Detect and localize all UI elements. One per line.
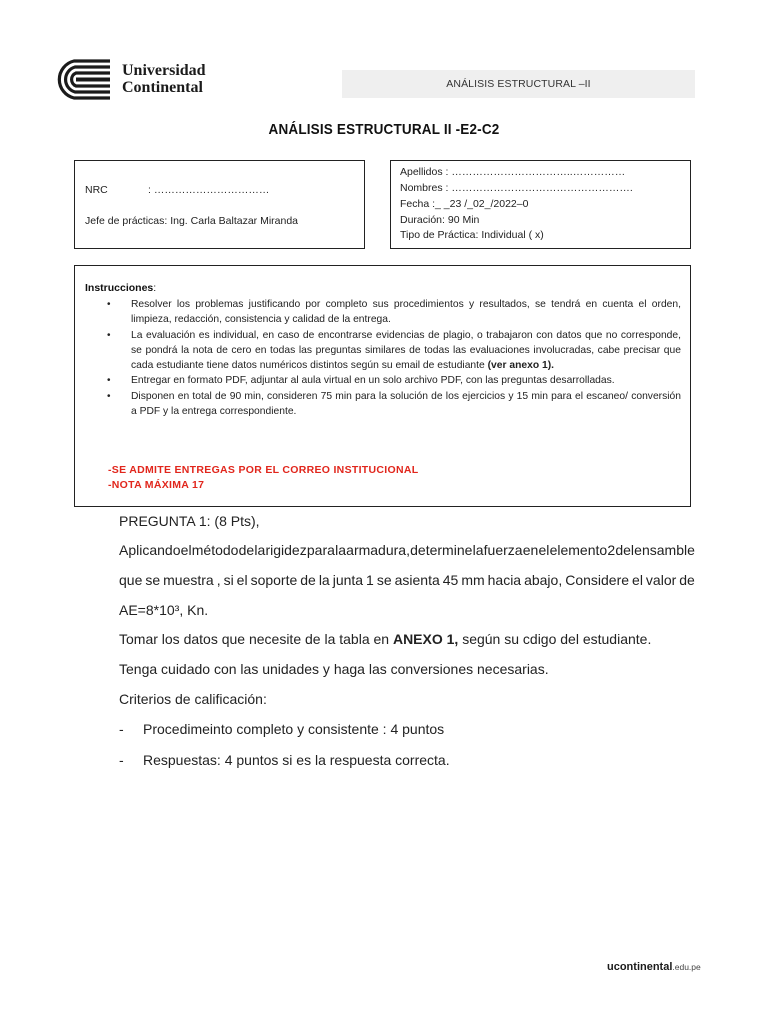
bullet-icon: • [107, 375, 111, 387]
question-heading: PREGUNTA 1: (8 Pts), [119, 513, 260, 529]
instructions-box [74, 265, 691, 507]
dash-icon: - [119, 752, 124, 768]
footer-brand-suffix: .edu.pe [672, 962, 701, 972]
continental-logo-icon [50, 58, 114, 100]
instruction-item [85, 373, 681, 388]
university-logo [50, 58, 225, 100]
instructions-title-text: Instrucciones [85, 282, 154, 294]
nrc-label: NRC [85, 184, 108, 196]
question-line-4 [119, 631, 651, 647]
course-header [342, 70, 695, 98]
instruction-text: Disponen en total de 90 min, consideren 75 min para la solución de los ejercicios y 15 min para el escaneo/ conversión a PDF y la entrega correspondiente. [131, 390, 681, 418]
criteria-text: Respuestas: 4 puntos si es la respuesta correcta. [143, 752, 450, 768]
footer-brand-name: ucontinental [607, 961, 673, 973]
bullet-icon: • [107, 299, 111, 310]
apellidos-field: Apellidos : ……………………………..…………… [400, 166, 626, 178]
logo-line-1: Universidad [122, 62, 206, 79]
instructions-list [85, 297, 681, 419]
question-line-4-pre: Tomar los datos que necesite de la tabla en [119, 631, 393, 647]
criteria-item [119, 752, 450, 768]
fecha-field: Fecha :_ _23 /_02_/2022–0 [400, 198, 529, 210]
bullet-icon: • [107, 329, 111, 341]
instruction-item [85, 389, 681, 420]
instructor-line: Jefe de prácticas: Ing. Carla Baltazar Miranda [85, 215, 299, 227]
annex-label: ANEXO 1, [392, 631, 459, 647]
email-warning: -SE ADMITE ENTREGAS POR EL CORREO INSTITUCIONAL [108, 464, 419, 476]
question-line-4-post: según su cdigo del estudiante. [458, 631, 652, 647]
nombres-field: Nombres : ……………………………………………. [400, 182, 633, 194]
question-line-3: AE=8*10³, Kn. [119, 602, 209, 618]
annex-reference: (ver anexo 1). [487, 360, 555, 372]
course-header-text: ANÁLISIS ESTRUCTURAL –II [446, 78, 591, 90]
question-line-1: Aplicando el método de la rigidez para la armadura, determine la fuerza en el elemento 2 del ensamble [119, 542, 695, 558]
bullet-icon: • [107, 390, 111, 402]
instruction-item [85, 328, 681, 374]
criteria-item [119, 721, 444, 737]
nrc-value: : …………………………… [148, 184, 270, 196]
document-title: ANÁLISIS ESTRUCTURAL II -E2-C2 [268, 121, 500, 138]
question-line-5: Tenga cuidado con las unidades y haga las conversiones necesarias. [119, 661, 549, 677]
criteria-text: Procedimeinto completo y consistente : 4 puntos [143, 721, 445, 737]
criteria-title: Criterios de calificación: [119, 691, 267, 707]
logo-line-2: Continental [122, 79, 203, 96]
max-grade-warning: -NOTA MÁXIMA 17 [108, 479, 205, 491]
duracion-field: Duración: 90 Min [400, 214, 480, 226]
instructions-title-colon: : [153, 282, 157, 294]
instruction-text: Resolver los problemas justificando por completo sus procedimientos y resultados, se tendrá en cuenta el orden, limpieza, redacción, consistencia y calidad de la entrega. [131, 299, 681, 326]
instruction-text: La evaluación es individual, en caso de encontrarse evidencias de plagio, o trabajaron con datos que no corresponde, se pondrá la nota de cero en todas las preguntas similares de todas las evaluaciones involucradas, cabe precisar que cada estudiante tiene datos numéricos distintos según su email de estudiante [131, 329, 681, 372]
tipo-practica-field: Tipo de Práctica: Individual ( x) [400, 229, 544, 241]
student-info-box [390, 160, 691, 249]
instructions-title [85, 282, 156, 294]
course-info-box [74, 160, 365, 249]
footer-brand [607, 961, 701, 973]
dash-icon: - [119, 721, 124, 737]
question-line-2: que se muestra , si el soporte de la junta 1 se asienta 45 mm hacia abajo, Considere el valor de [119, 572, 695, 588]
instruction-item [85, 297, 681, 328]
instruction-text: Entregar en formato PDF, adjuntar al aula virtual en un solo archivo PDF, con las preguntas desarrolladas. [131, 375, 615, 387]
